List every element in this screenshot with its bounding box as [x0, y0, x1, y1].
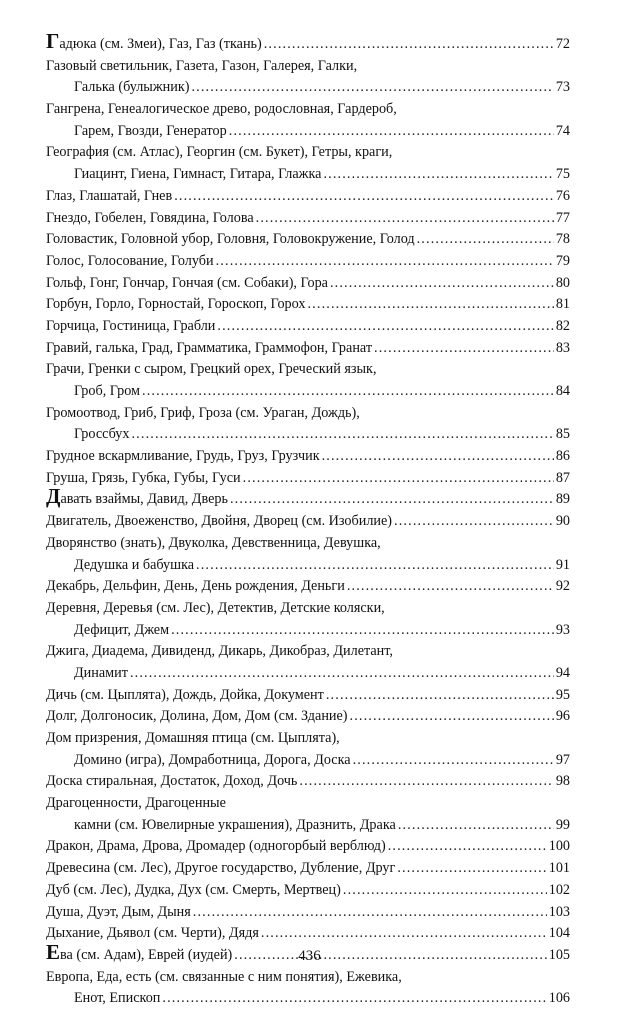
entry-page-number: 92 [555, 578, 570, 595]
entry-page-number: 96 [555, 708, 570, 725]
entry-page-number: 74 [555, 122, 570, 139]
entry-continuation-line [46, 750, 570, 772]
entry-text: Гадюка (см. Змеи), Газ, Газ (ткань) [46, 29, 262, 53]
dot-leader [417, 229, 554, 251]
index-entry [46, 967, 570, 1010]
entry-line [46, 359, 570, 381]
entry-page-number: 104 [548, 925, 570, 942]
entry-line [46, 403, 570, 425]
entry-continuation-line [46, 988, 570, 1010]
index-entry [46, 338, 570, 360]
dot-leader [299, 771, 553, 793]
dot-leader [307, 294, 553, 316]
dot-leader [229, 121, 554, 143]
entry-page-number: 106 [548, 990, 570, 1007]
entry-continuation-line [46, 620, 570, 642]
entry-text: Доска стиральная, Достаток, Доход, Дочь [46, 773, 298, 790]
index-entry [46, 576, 570, 598]
entry-line [46, 858, 570, 880]
dot-leader [171, 620, 554, 642]
entry-line [46, 598, 570, 620]
index-entry [46, 446, 570, 468]
index-entry [46, 598, 570, 641]
index-entry [46, 273, 570, 295]
entry-text: Гольф, Гонг, Гончар, Гончая (см. Собаки), Гора [46, 274, 328, 291]
entry-line [46, 446, 570, 468]
index-entry [46, 793, 570, 836]
entry-line [46, 142, 570, 164]
entry-page-number: 99 [555, 816, 570, 833]
section-initial: Г [46, 29, 60, 53]
entry-line [46, 186, 570, 208]
entry-text: Деревня, Деревья (см. Лес), Детектив, Детские коляски, [46, 599, 385, 616]
index-entry [46, 294, 570, 316]
dot-leader [343, 880, 547, 902]
entry-text: Гангрена, Генеалогическое древо, родословная, Гардероб, [46, 101, 397, 118]
entry-line [46, 208, 570, 230]
index-entry [46, 685, 570, 707]
entry-text: Галька (булыжник) [74, 79, 190, 96]
entry-text: Дом призрения, Домашняя птица (см. Цыплята), [46, 730, 340, 746]
entry-text: Древесина (см. Лес), Другое государство, Дубление, Друг [46, 860, 396, 877]
index-entry [46, 728, 570, 771]
entry-line [46, 880, 570, 902]
dot-leader [323, 164, 553, 186]
entry-page-number: 76 [555, 187, 570, 204]
index-entry [46, 99, 570, 142]
index-entry [46, 836, 570, 858]
dot-leader [162, 988, 546, 1010]
entry-text: Голос, Голосование, Голуби [46, 252, 214, 269]
entry-page-number: 91 [555, 556, 570, 573]
entry-line [46, 56, 570, 78]
dot-leader [374, 338, 554, 360]
entry-line [46, 902, 570, 924]
entry-line [46, 685, 570, 707]
entry-line [46, 771, 570, 793]
entry-text: Головастик, Головной убор, Головня, Головокружение, Голод [46, 231, 415, 248]
entry-page-number: 77 [555, 209, 570, 226]
entry-text: Дедушка и бабушка [74, 556, 195, 573]
entry-page-number: 83 [555, 339, 570, 356]
index-entry [46, 403, 570, 446]
entry-page-number: 84 [555, 383, 570, 399]
entry-text: Гравий, галька, Град, Грамматика, Граммофон, Гранат [46, 339, 373, 356]
entry-text: Груша, Грязь, Губка, Губы, Гуси [46, 469, 241, 486]
entry-page-number: 72 [555, 36, 570, 52]
entry-text: Ева (см. Адам), Еврей (иудей) [46, 939, 233, 964]
entry-line [46, 273, 570, 295]
entry-continuation-line [46, 77, 570, 99]
dot-leader [174, 186, 554, 208]
dot-leader [353, 750, 554, 772]
entry-page-number: 79 [555, 252, 570, 269]
index-list [46, 29, 570, 1010]
entry-page-number: 82 [555, 317, 570, 334]
entry-line [46, 316, 570, 338]
entry-text: Дефицит, Джем [74, 621, 170, 638]
entry-text: Динамит [74, 664, 128, 681]
entry-line [46, 641, 570, 663]
entry-text: камни (см. Ювелирные украшения), Дразнить, Драка [74, 816, 396, 833]
dot-leader [350, 706, 554, 728]
entry-text: Гроб, Гром [74, 383, 141, 399]
index-entry [46, 511, 570, 533]
index-entry [46, 706, 570, 728]
dot-leader [398, 815, 554, 837]
dot-leader [191, 77, 553, 99]
index-entry [46, 533, 570, 576]
entry-text: Гиацинт, Гиена, Гимнаст, Гитара, Глажка [74, 166, 322, 183]
entry-text: Глаз, Глашатай, Гнев [46, 187, 173, 204]
entry-line [46, 576, 570, 598]
index-entry [46, 468, 570, 490]
entry-text: География (см. Атлас), Георгин (см. Букет), Гетры, краги, [46, 144, 393, 161]
entry-continuation-line [46, 121, 570, 143]
entry-text: Гнездо, Гобелен, Говядина, Голова [46, 209, 254, 226]
dot-leader [256, 208, 554, 230]
dot-leader [330, 273, 554, 295]
dot-leader [193, 902, 547, 924]
entry-page-number: 101 [548, 860, 570, 877]
index-entry [46, 142, 570, 185]
entry-text: Домино (игра), Домработница, Дорога, Доска [74, 751, 351, 768]
entry-line [46, 706, 570, 728]
entry-page-number: 93 [555, 621, 570, 638]
entry-page-number: 78 [555, 231, 570, 248]
entry-text: Гроссбух [74, 426, 130, 443]
entry-line [46, 338, 570, 360]
entry-text: Душа, Дуэт, Дым, Дыня [46, 903, 191, 920]
index-entry [46, 771, 570, 793]
entry-text: Громоотвод, Гриб, Гриф, Гроза (см. Ураган, Дождь), [46, 404, 360, 421]
entry-continuation-line [46, 164, 570, 186]
entry-page-number: 102 [548, 881, 570, 898]
dot-leader [388, 836, 547, 858]
entry-line [46, 511, 570, 533]
entry-text: Европа, Еда, есть (см. связанные с ним понятия), Ежевика, [46, 968, 402, 985]
entry-page-number: 97 [555, 751, 570, 768]
dot-leader [131, 424, 553, 446]
entry-text: Дыхание, Дьявол (см. Черти), Дядя [46, 925, 259, 942]
entry-text: Дуб (см. Лес), Дудка, Дух (см. Смерть, Мертвец) [46, 881, 341, 898]
entry-page-number: 85 [555, 426, 570, 443]
dot-leader [264, 34, 554, 56]
entry-line [46, 468, 570, 490]
entry-line [46, 99, 570, 121]
entry-continuation-line [46, 663, 570, 685]
entry-text: Гарем, Гвозди, Генератор [74, 122, 227, 139]
page-number: 436 [298, 948, 321, 964]
entry-text: Дракон, Драма, Дрова, Дромадер (одногорбый верблюд) [46, 838, 386, 855]
entry-text: Грудное вскармливание, Грудь, Груз, Грузчик [46, 448, 320, 465]
entry-page-number: 95 [555, 686, 570, 703]
dot-leader [216, 251, 554, 273]
entry-text: Грачи, Гренки с сыром, Грецкий орех, Греческий язык, [46, 361, 377, 378]
entry-text: Дичь (см. Цыплята), Дождь, Дойка, Документ [46, 686, 324, 703]
index-entry [46, 186, 570, 208]
dot-leader [394, 511, 554, 533]
entry-page-number: 100 [548, 838, 570, 855]
entry-page-number: 86 [555, 448, 570, 465]
index-entry [46, 858, 570, 880]
entry-page-number: 103 [548, 903, 570, 920]
entry-text: Долг, Долгоносик, Долина, Дом, Дом (см. Здание) [46, 708, 348, 725]
index-entry [46, 880, 570, 902]
index-entry [46, 641, 570, 684]
index-entry [46, 923, 570, 945]
section-initial: Е [46, 939, 61, 964]
dot-leader [326, 685, 554, 707]
dot-leader [217, 316, 553, 338]
entry-text: Енот, Епископ [74, 990, 161, 1007]
entry-line [46, 29, 570, 56]
index-entry [46, 56, 570, 99]
entry-text: Дворянство (знать), Двуколка, Девственница, Девушка, [46, 534, 381, 551]
entry-text: Двигатель, Двоеженство, Двойня, Дворец (см. Изобилие) [46, 513, 393, 530]
dot-leader [243, 468, 554, 490]
entry-line [46, 967, 570, 989]
entry-page-number: 81 [555, 296, 570, 313]
index-entry [46, 902, 570, 924]
entry-page-number: 80 [555, 274, 570, 291]
dot-leader [142, 381, 554, 403]
index-entry [46, 229, 570, 251]
entry-continuation-line [46, 815, 570, 837]
entry-line [46, 836, 570, 858]
dot-leader [196, 555, 554, 577]
entry-page-number: 73 [555, 79, 570, 96]
entry-text: Горбун, Горло, Горностай, Гороскоп, Горох [46, 296, 306, 313]
entry-line [46, 728, 570, 750]
entry-text: Драгоценности, Драгоценные [46, 795, 226, 812]
entry-text: Джига, Диадема, Дивиденд, Дикарь, Дикобраз, Дилетант, [46, 643, 393, 660]
index-entry [46, 484, 570, 511]
index-entry [46, 208, 570, 230]
entry-text: Давать взаймы, Давид, Дверь [46, 484, 228, 509]
entry-text: Газовый светильник, Газета, Газон, Галерея, Галки, [46, 57, 358, 74]
entry-line [46, 923, 570, 945]
entry-text: Горчица, Гостиница, Грабли [46, 317, 216, 334]
index-entry [46, 29, 570, 56]
entry-page-number: 89 [555, 491, 570, 508]
dot-leader [230, 489, 554, 511]
index-entry [46, 359, 570, 402]
entry-line [46, 251, 570, 273]
entry-page-number: 87 [555, 469, 570, 486]
entry-line [46, 793, 570, 815]
dot-leader [130, 663, 554, 685]
entry-page-number: 75 [555, 166, 570, 183]
entry-line [46, 229, 570, 251]
entry-line [46, 484, 570, 511]
entry-continuation-line [46, 381, 570, 403]
dot-leader [397, 858, 546, 880]
entry-continuation-line [46, 555, 570, 577]
entry-page-number: 94 [555, 664, 570, 681]
entry-page-number: 105 [548, 946, 570, 963]
dot-leader [347, 576, 554, 598]
entry-text: Декабрь, Дельфин, День, День рождения, Деньги [46, 578, 345, 595]
dot-leader [322, 446, 554, 468]
entry-line [46, 533, 570, 555]
dot-leader [261, 923, 547, 945]
section-initial: Д [46, 484, 61, 509]
entry-page-number: 98 [555, 773, 570, 790]
index-entry [46, 251, 570, 273]
entry-continuation-line [46, 424, 570, 446]
index-entry [46, 316, 570, 338]
entry-page-number: 90 [555, 513, 570, 530]
entry-line [46, 294, 570, 316]
